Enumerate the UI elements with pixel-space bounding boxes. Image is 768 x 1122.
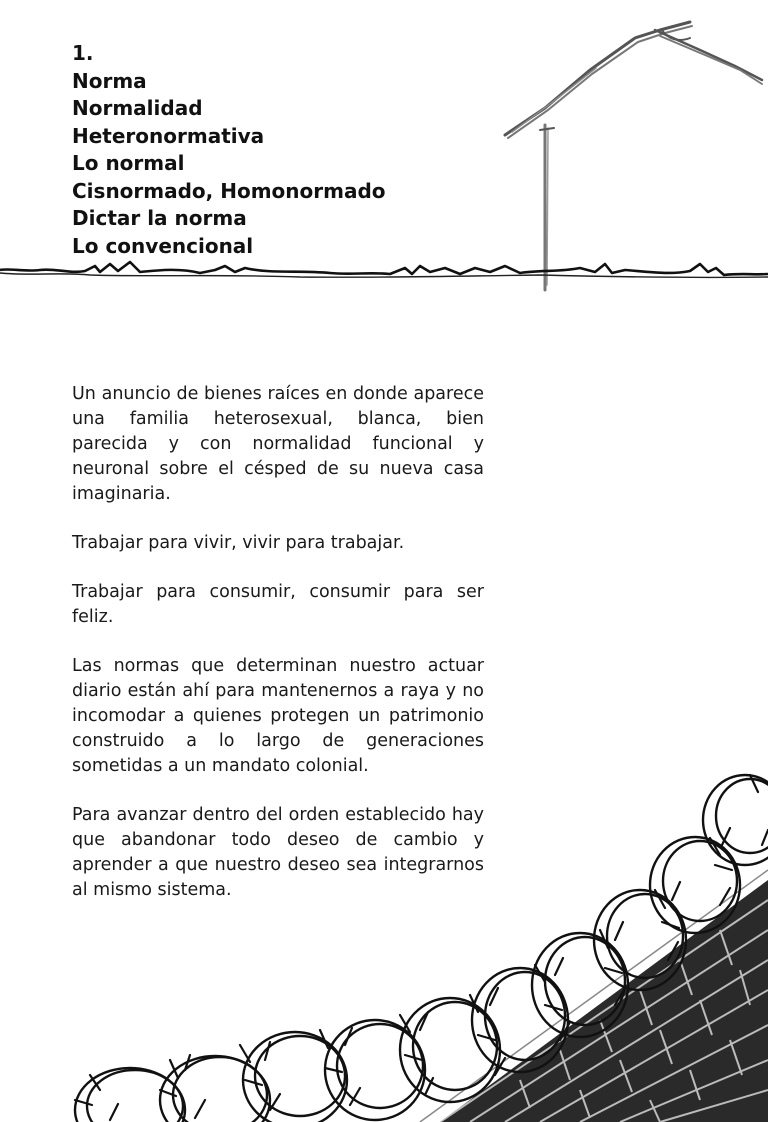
paragraph: Las normas que determinan nuestro actuar diario están ahí para mantenernos a raya y no incomodar a quienes protegen un patrimonio construido a lo largo de generaciones sometidas a un mandato colonial.: [72, 656, 484, 776]
paragraph: Trabajar para consumir, consumir para ser feliz.: [72, 582, 484, 627]
term-item: Lo normal: [72, 151, 185, 175]
term-item: Heteronormativa: [72, 123, 265, 148]
section-number: 1.: [72, 41, 94, 65]
term-item: Normalidad: [72, 96, 203, 120]
paragraph: Para avanzar dentro del orden establecido hay que abandonar todo deseo de cambio y aprender a que nuestro deseo sea integrarnos al mismo sistema.: [72, 805, 484, 900]
term-item: Cisnormado, Homonormado: [72, 178, 386, 203]
paragraph: Un anuncio de bienes raíces en donde aparece una familia heterosexual, blanca, bien parecida y con normalidad funcional y neuronal sobre el césped de su nueva casa imaginaria.: [72, 384, 484, 504]
term-item: Dictar la norma: [72, 206, 247, 230]
term-item: Lo convencional: [72, 233, 254, 258]
term-item: Norma: [72, 68, 147, 93]
paragraph: Trabajar para vivir, vivir para trabajar.: [72, 533, 405, 553]
